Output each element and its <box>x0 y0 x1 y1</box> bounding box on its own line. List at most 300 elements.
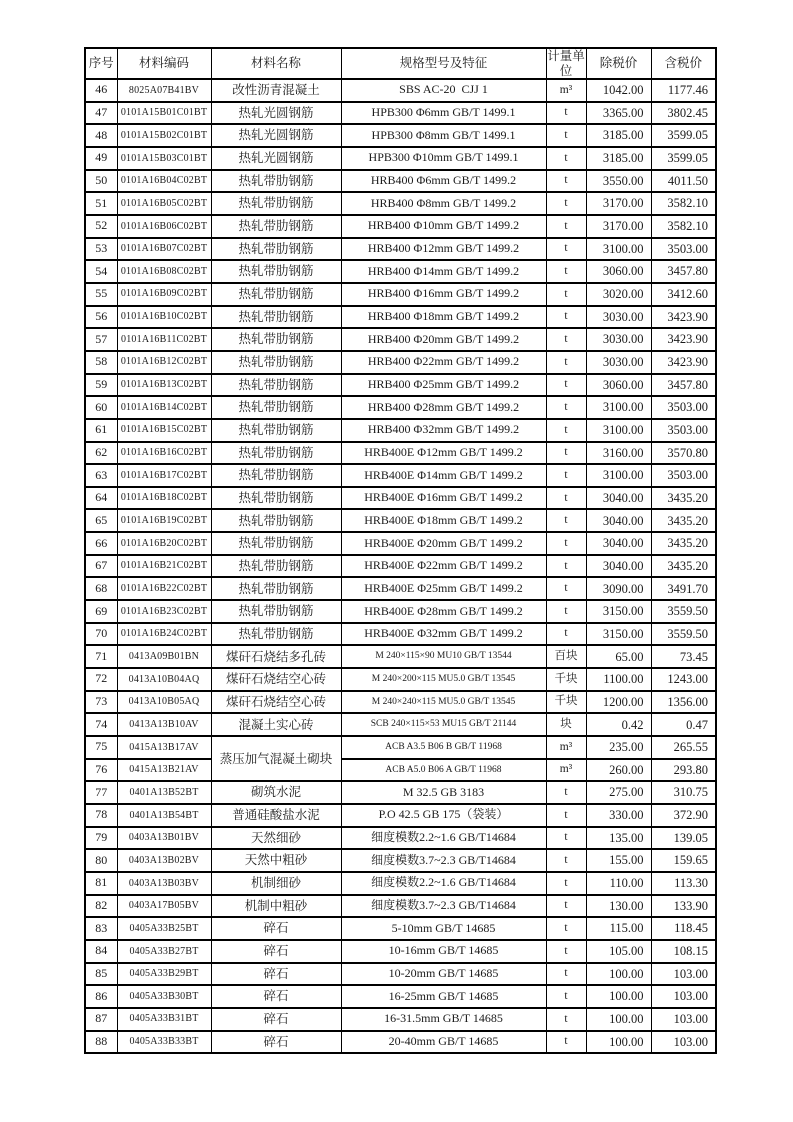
cell-material-name: 碎石 <box>211 985 341 1008</box>
cell-seq-no: 61 <box>85 419 117 442</box>
cell-price-inctax: 3423.90 <box>651 328 716 351</box>
cell-material-name: 蒸压加气混凝土砌块 <box>211 736 341 781</box>
cell-spec: 细度模数2.2~1.6 GB/T14684 <box>341 872 546 895</box>
cell-price-inctax: 139.05 <box>651 827 716 850</box>
cell-seq-no: 47 <box>85 102 117 125</box>
table-row <box>85 623 716 646</box>
cell-spec: HRB400 Φ32mm GB/T 1499.2 <box>341 419 546 442</box>
cell-price-extax: 3100.00 <box>586 396 651 419</box>
cell-spec: HRB400 Φ22mm GB/T 1499.2 <box>341 351 546 374</box>
cell-price-extax: 3150.00 <box>586 623 651 646</box>
cell-material-name: 机制中粗砂 <box>211 895 341 918</box>
cell-material-code: 0101A16B06C02BT <box>117 215 211 238</box>
cell-price-inctax: 3423.90 <box>651 306 716 329</box>
cell-price-extax: 3040.00 <box>586 555 651 578</box>
cell-material-name: 热轧带肋钢筋 <box>211 487 341 510</box>
cell-price-extax: 3185.00 <box>586 124 651 147</box>
cell-price-extax: 3100.00 <box>586 419 651 442</box>
cell-price-extax: 135.00 <box>586 827 651 850</box>
cell-spec: HRB400 Φ20mm GB/T 1499.2 <box>341 328 546 351</box>
cell-spec: 细度模数3.7~2.3 GB/T14684 <box>341 849 546 872</box>
cell-material-name: 热轧带肋钢筋 <box>211 192 341 215</box>
cell-price-inctax: 3503.00 <box>651 419 716 442</box>
cell-seq-no: 53 <box>85 238 117 261</box>
cell-price-extax: 3170.00 <box>586 215 651 238</box>
table-row <box>85 1031 716 1054</box>
table-row <box>85 396 716 419</box>
cell-spec: HRB400E Φ18mm GB/T 1499.2 <box>341 509 546 532</box>
cell-material-code: 0101A16B24C02BT <box>117 623 211 646</box>
cell-price-inctax: 4011.50 <box>651 170 716 193</box>
cell-material-code: 0405A33B25BT <box>117 917 211 940</box>
cell-seq-no: 83 <box>85 917 117 940</box>
header-unit: 计量单位 <box>547 49 585 78</box>
cell-unit: t <box>546 238 586 261</box>
cell-material-code: 0101A16B17C02BT <box>117 464 211 487</box>
cell-price-extax: 65.00 <box>586 645 651 668</box>
cell-price-inctax: 1177.46 <box>651 79 716 102</box>
cell-material-code: 0415A13B17AV <box>117 736 211 759</box>
cell-material-code: 0101A15B03C01BT <box>117 147 211 170</box>
cell-material-name: 煤矸石烧结多孔砖 <box>211 645 341 668</box>
cell-spec: SBS AC-20 CJJ 1 <box>341 79 546 102</box>
cell-unit: t <box>546 827 586 850</box>
cell-price-extax: 3550.00 <box>586 170 651 193</box>
cell-spec: 10-16mm GB/T 14685 <box>341 940 546 963</box>
table-row <box>85 442 716 465</box>
cell-material-code: 0101A16B08C02BT <box>117 260 211 283</box>
cell-price-inctax: 293.80 <box>651 759 716 782</box>
cell-spec: HRB400 Φ14mm GB/T 1499.2 <box>341 260 546 283</box>
table-row <box>85 872 716 895</box>
cell-material-name: 砌筑水泥 <box>211 781 341 804</box>
cell-spec: HRB400 Φ12mm GB/T 1499.2 <box>341 238 546 261</box>
cell-price-extax: 3030.00 <box>586 306 651 329</box>
cell-spec: 细度模数2.2~1.6 GB/T14684 <box>341 827 546 850</box>
cell-material-name: 热轧光圆钢筋 <box>211 124 341 147</box>
cell-price-inctax: 1243.00 <box>651 668 716 691</box>
cell-price-extax: 275.00 <box>586 781 651 804</box>
cell-price-inctax: 3582.10 <box>651 215 716 238</box>
cell-material-code: 0405A33B29BT <box>117 963 211 986</box>
cell-unit: t <box>546 1031 586 1054</box>
cell-spec: M 240×240×115 MU5.0 GB/T 13545 <box>341 691 546 714</box>
cell-spec: 16-25mm GB/T 14685 <box>341 985 546 1008</box>
cell-price-extax: 3020.00 <box>586 283 651 306</box>
cell-spec: 细度模数3.7~2.3 GB/T14684 <box>341 895 546 918</box>
cell-material-name: 热轧带肋钢筋 <box>211 396 341 419</box>
cell-material-name: 煤矸石烧结空心砖 <box>211 691 341 714</box>
cell-material-code: 0401A13B52BT <box>117 781 211 804</box>
cell-material-code: 0101A16B18C02BT <box>117 487 211 510</box>
cell-price-extax: 3040.00 <box>586 532 651 555</box>
cell-price-inctax: 3599.05 <box>651 124 716 147</box>
cell-material-code: 0403A13B03BV <box>117 872 211 895</box>
header-price-inctax: 含税价 <box>651 48 716 79</box>
table-row <box>85 1008 716 1031</box>
cell-material-code: 0101A16B15C02BT <box>117 419 211 442</box>
table-row <box>85 487 716 510</box>
cell-material-name: 热轧带肋钢筋 <box>211 238 341 261</box>
cell-unit: t <box>546 509 586 532</box>
cell-material-name: 热轧光圆钢筋 <box>211 147 341 170</box>
cell-material-name: 热轧带肋钢筋 <box>211 374 341 397</box>
cell-material-name: 普通硅酸盐水泥 <box>211 804 341 827</box>
cell-price-extax: 3030.00 <box>586 351 651 374</box>
cell-material-code: 0101A16B07C02BT <box>117 238 211 261</box>
cell-price-extax: 3060.00 <box>586 260 651 283</box>
table-row <box>85 668 716 691</box>
cell-material-code: 0101A16B19C02BT <box>117 509 211 532</box>
table-row <box>85 374 716 397</box>
cell-spec: HRB400E Φ16mm GB/T 1499.2 <box>341 487 546 510</box>
cell-price-inctax: 3435.20 <box>651 555 716 578</box>
cell-seq-no: 63 <box>85 464 117 487</box>
cell-material-name: 天然细砂 <box>211 827 341 850</box>
cell-price-inctax: 3559.50 <box>651 623 716 646</box>
cell-price-inctax: 3570.80 <box>651 442 716 465</box>
cell-material-code: 0405A33B31BT <box>117 1008 211 1031</box>
cell-seq-no: 57 <box>85 328 117 351</box>
cell-seq-no: 49 <box>85 147 117 170</box>
cell-unit: t <box>546 419 586 442</box>
table-row <box>85 985 716 1008</box>
cell-seq-no: 58 <box>85 351 117 374</box>
cell-seq-no: 56 <box>85 306 117 329</box>
cell-price-inctax: 3423.90 <box>651 351 716 374</box>
header-seq-no: 序号 <box>85 48 117 79</box>
table-row <box>85 351 716 374</box>
cell-unit: t <box>546 124 586 147</box>
table-row <box>85 124 716 147</box>
cell-price-extax: 100.00 <box>586 985 651 1008</box>
cell-spec: HRB400E Φ20mm GB/T 1499.2 <box>341 532 546 555</box>
cell-material-code: 0403A13B02BV <box>117 849 211 872</box>
cell-material-name: 热轧带肋钢筋 <box>211 419 341 442</box>
header-price-extax: 除税价 <box>586 48 651 79</box>
table-row <box>85 215 716 238</box>
cell-price-inctax: 3435.20 <box>651 532 716 555</box>
cell-seq-no: 51 <box>85 192 117 215</box>
cell-spec: M 240×115×90 MU10 GB/T 13544 <box>341 645 546 668</box>
cell-price-extax: 3170.00 <box>586 192 651 215</box>
cell-spec: SCB 240×115×53 MU15 GB/T 21144 <box>341 713 546 736</box>
cell-spec: 10-20mm GB/T 14685 <box>341 963 546 986</box>
cell-material-code: 0403A13B01BV <box>117 827 211 850</box>
table-row <box>85 79 716 102</box>
cell-material-code: 0101A16B10C02BT <box>117 306 211 329</box>
cell-unit: 千块 <box>546 691 586 714</box>
cell-material-name: 煤矸石烧结空心砖 <box>211 668 341 691</box>
cell-material-name: 热轧光圆钢筋 <box>211 102 341 125</box>
header-spec: 规格型号及特征 <box>341 48 546 79</box>
cell-unit: t <box>546 328 586 351</box>
cell-seq-no: 75 <box>85 736 117 759</box>
cell-unit: t <box>546 849 586 872</box>
table-row <box>85 419 716 442</box>
cell-spec: ACB A5.0 B06 A GB/T 11968 <box>341 759 546 782</box>
cell-material-code: 0101A15B01C01BT <box>117 102 211 125</box>
cell-material-name: 热轧带肋钢筋 <box>211 283 341 306</box>
table-row <box>85 940 716 963</box>
cell-seq-no: 88 <box>85 1031 117 1054</box>
cell-price-inctax: 372.90 <box>651 804 716 827</box>
cell-price-extax: 1200.00 <box>586 691 651 714</box>
cell-price-extax: 115.00 <box>586 917 651 940</box>
cell-spec: HRB400 Φ18mm GB/T 1499.2 <box>341 306 546 329</box>
cell-unit: t <box>546 464 586 487</box>
cell-price-extax: 3100.00 <box>586 238 651 261</box>
cell-seq-no: 81 <box>85 872 117 895</box>
cell-seq-no: 60 <box>85 396 117 419</box>
cell-price-inctax: 103.00 <box>651 1031 716 1054</box>
table-row <box>85 328 716 351</box>
cell-material-code: 0101A16B21C02BT <box>117 555 211 578</box>
cell-material-name: 热轧带肋钢筋 <box>211 442 341 465</box>
table-row <box>85 736 716 759</box>
cell-material-name: 碎石 <box>211 917 341 940</box>
cell-material-name: 热轧带肋钢筋 <box>211 577 341 600</box>
cell-material-code: 0101A16B22C02BT <box>117 577 211 600</box>
cell-spec: M 240×200×115 MU5.0 GB/T 13545 <box>341 668 546 691</box>
table-row <box>85 827 716 850</box>
cell-spec: HRB400E Φ25mm GB/T 1499.2 <box>341 577 546 600</box>
cell-price-inctax: 103.00 <box>651 985 716 1008</box>
header-row <box>85 48 716 79</box>
cell-price-extax: 3185.00 <box>586 147 651 170</box>
cell-spec: HRB400E Φ28mm GB/T 1499.2 <box>341 600 546 623</box>
cell-unit: t <box>546 192 586 215</box>
header-material-code: 材料编码 <box>117 48 211 79</box>
cell-price-extax: 3030.00 <box>586 328 651 351</box>
cell-material-name: 热轧带肋钢筋 <box>211 328 341 351</box>
cell-material-code: 0405A33B30BT <box>117 985 211 1008</box>
cell-unit: 块 <box>546 713 586 736</box>
cell-seq-no: 80 <box>85 849 117 872</box>
cell-seq-no: 77 <box>85 781 117 804</box>
cell-spec: HRB400 Φ28mm GB/T 1499.2 <box>341 396 546 419</box>
cell-price-inctax: 3503.00 <box>651 238 716 261</box>
cell-seq-no: 70 <box>85 623 117 646</box>
cell-price-extax: 100.00 <box>586 1031 651 1054</box>
cell-seq-no: 62 <box>85 442 117 465</box>
cell-price-extax: 110.00 <box>586 872 651 895</box>
cell-unit: t <box>546 215 586 238</box>
cell-spec: HRB400 Φ6mm GB/T 1499.2 <box>341 170 546 193</box>
cell-price-inctax: 0.47 <box>651 713 716 736</box>
cell-material-name: 热轧带肋钢筋 <box>211 260 341 283</box>
cell-material-code: 0101A16B16C02BT <box>117 442 211 465</box>
cell-spec: HRB400 Φ10mm GB/T 1499.2 <box>341 215 546 238</box>
cell-seq-no: 50 <box>85 170 117 193</box>
cell-material-name: 热轧带肋钢筋 <box>211 170 341 193</box>
cell-price-inctax: 108.15 <box>651 940 716 963</box>
table-row <box>85 645 716 668</box>
cell-seq-no: 79 <box>85 827 117 850</box>
cell-material-code: 0413A13B10AV <box>117 713 211 736</box>
cell-price-extax: 100.00 <box>586 1008 651 1031</box>
cell-unit: t <box>546 917 586 940</box>
cell-spec: 5-10mm GB/T 14685 <box>341 917 546 940</box>
table-row <box>85 759 716 782</box>
table-row <box>85 804 716 827</box>
cell-price-inctax: 265.55 <box>651 736 716 759</box>
cell-unit: t <box>546 170 586 193</box>
cell-material-name: 改性沥青混凝土 <box>211 79 341 102</box>
cell-material-name: 碎石 <box>211 1031 341 1054</box>
cell-spec: ACB A3.5 B06 B GB/T 11968 <box>341 736 546 759</box>
cell-material-name: 热轧带肋钢筋 <box>211 600 341 623</box>
cell-material-code: 0413A09B01BN <box>117 645 211 668</box>
cell-price-inctax: 3435.20 <box>651 487 716 510</box>
cell-unit: t <box>546 1008 586 1031</box>
table-row <box>85 102 716 125</box>
cell-price-extax: 235.00 <box>586 736 651 759</box>
cell-material-code: 0101A16B11C02BT <box>117 328 211 351</box>
cell-seq-no: 87 <box>85 1008 117 1031</box>
cell-unit: m³ <box>546 759 586 782</box>
cell-material-name: 热轧带肋钢筋 <box>211 532 341 555</box>
cell-unit: t <box>546 442 586 465</box>
cell-spec: HPB300 Φ6mm GB/T 1499.1 <box>341 102 546 125</box>
cell-seq-no: 69 <box>85 600 117 623</box>
cell-unit: t <box>546 487 586 510</box>
cell-material-code: 0101A16B20C02BT <box>117 532 211 555</box>
cell-price-inctax: 3802.45 <box>651 102 716 125</box>
cell-material-code: 0101A15B02C01BT <box>117 124 211 147</box>
cell-price-inctax: 133.90 <box>651 895 716 918</box>
cell-price-inctax: 3457.80 <box>651 260 716 283</box>
cell-seq-no: 52 <box>85 215 117 238</box>
cell-unit: t <box>546 804 586 827</box>
cell-material-name: 碎石 <box>211 963 341 986</box>
cell-price-extax: 3365.00 <box>586 102 651 125</box>
table-row <box>85 895 716 918</box>
cell-seq-no: 71 <box>85 645 117 668</box>
cell-material-name: 热轧带肋钢筋 <box>211 555 341 578</box>
cell-seq-no: 54 <box>85 260 117 283</box>
cell-price-extax: 0.42 <box>586 713 651 736</box>
cell-spec: 16-31.5mm GB/T 14685 <box>341 1008 546 1031</box>
cell-unit: t <box>546 260 586 283</box>
table-row <box>85 781 716 804</box>
cell-price-inctax: 1356.00 <box>651 691 716 714</box>
cell-price-inctax: 3599.05 <box>651 147 716 170</box>
table-row <box>85 600 716 623</box>
cell-unit: t <box>546 781 586 804</box>
cell-unit: t <box>546 600 586 623</box>
cell-material-name: 热轧带肋钢筋 <box>211 623 341 646</box>
cell-material-name: 热轧带肋钢筋 <box>211 306 341 329</box>
cell-price-inctax: 310.75 <box>651 781 716 804</box>
cell-unit: t <box>546 623 586 646</box>
cell-price-inctax: 159.65 <box>651 849 716 872</box>
cell-seq-no: 48 <box>85 124 117 147</box>
cell-spec: P.O 42.5 GB 175（袋装） <box>341 804 546 827</box>
cell-price-extax: 130.00 <box>586 895 651 918</box>
cell-material-code: 0415A13B21AV <box>117 759 211 782</box>
cell-unit: t <box>546 940 586 963</box>
table-row <box>85 147 716 170</box>
cell-material-code: 0403A17B05BV <box>117 895 211 918</box>
cell-price-extax: 330.00 <box>586 804 651 827</box>
cell-price-inctax: 113.30 <box>651 872 716 895</box>
cell-material-name: 混凝土实心砖 <box>211 713 341 736</box>
cell-price-extax: 3060.00 <box>586 374 651 397</box>
cell-spec: HRB400 Φ8mm GB/T 1499.2 <box>341 192 546 215</box>
cell-material-code: 8025A07B41BV <box>117 79 211 102</box>
table-body <box>85 79 716 1053</box>
cell-price-extax: 100.00 <box>586 963 651 986</box>
cell-price-inctax: 3559.50 <box>651 600 716 623</box>
cell-unit: t <box>546 985 586 1008</box>
cell-material-code: 0413A10B04AQ <box>117 668 211 691</box>
material-price-table <box>84 47 717 1054</box>
cell-spec: HRB400E Φ32mm GB/T 1499.2 <box>341 623 546 646</box>
cell-unit: t <box>546 895 586 918</box>
cell-price-extax: 260.00 <box>586 759 651 782</box>
cell-price-extax: 3090.00 <box>586 577 651 600</box>
cell-seq-no: 67 <box>85 555 117 578</box>
cell-unit: t <box>546 306 586 329</box>
table-row <box>85 532 716 555</box>
header-material-name: 材料名称 <box>211 48 341 79</box>
cell-unit: t <box>546 532 586 555</box>
table-row <box>85 713 716 736</box>
cell-material-code: 0101A16B12C02BT <box>117 351 211 374</box>
cell-price-inctax: 3503.00 <box>651 464 716 487</box>
cell-unit: t <box>546 283 586 306</box>
cell-seq-no: 66 <box>85 532 117 555</box>
cell-spec: HRB400 Φ25mm GB/T 1499.2 <box>341 374 546 397</box>
table-row <box>85 691 716 714</box>
cell-seq-no: 84 <box>85 940 117 963</box>
cell-material-name: 碎石 <box>211 940 341 963</box>
table-row <box>85 283 716 306</box>
table-row <box>85 170 716 193</box>
cell-seq-no: 55 <box>85 283 117 306</box>
cell-unit: t <box>546 351 586 374</box>
cell-spec: HPB300 Φ8mm GB/T 1499.1 <box>341 124 546 147</box>
table-row <box>85 577 716 600</box>
cell-material-name: 热轧带肋钢筋 <box>211 464 341 487</box>
cell-material-name: 碎石 <box>211 1008 341 1031</box>
cell-price-extax: 3160.00 <box>586 442 651 465</box>
cell-material-name: 热轧带肋钢筋 <box>211 509 341 532</box>
cell-material-code: 0405A33B27BT <box>117 940 211 963</box>
table-row <box>85 555 716 578</box>
cell-seq-no: 85 <box>85 963 117 986</box>
cell-unit: t <box>546 147 586 170</box>
cell-seq-no: 82 <box>85 895 117 918</box>
cell-price-extax: 3040.00 <box>586 509 651 532</box>
cell-price-extax: 1042.00 <box>586 79 651 102</box>
cell-price-inctax: 103.00 <box>651 1008 716 1031</box>
cell-price-inctax: 73.45 <box>651 645 716 668</box>
table-row <box>85 464 716 487</box>
table-row <box>85 963 716 986</box>
cell-material-code: 0413A10B05AQ <box>117 691 211 714</box>
cell-unit: t <box>546 555 586 578</box>
cell-seq-no: 78 <box>85 804 117 827</box>
cell-price-extax: 1100.00 <box>586 668 651 691</box>
cell-material-code: 0101A16B04C02BT <box>117 170 211 193</box>
cell-material-name: 热轧带肋钢筋 <box>211 215 341 238</box>
cell-seq-no: 65 <box>85 509 117 532</box>
cell-material-name: 机制细砂 <box>211 872 341 895</box>
cell-spec: HRB400 Φ16mm GB/T 1499.2 <box>341 283 546 306</box>
table-row <box>85 917 716 940</box>
